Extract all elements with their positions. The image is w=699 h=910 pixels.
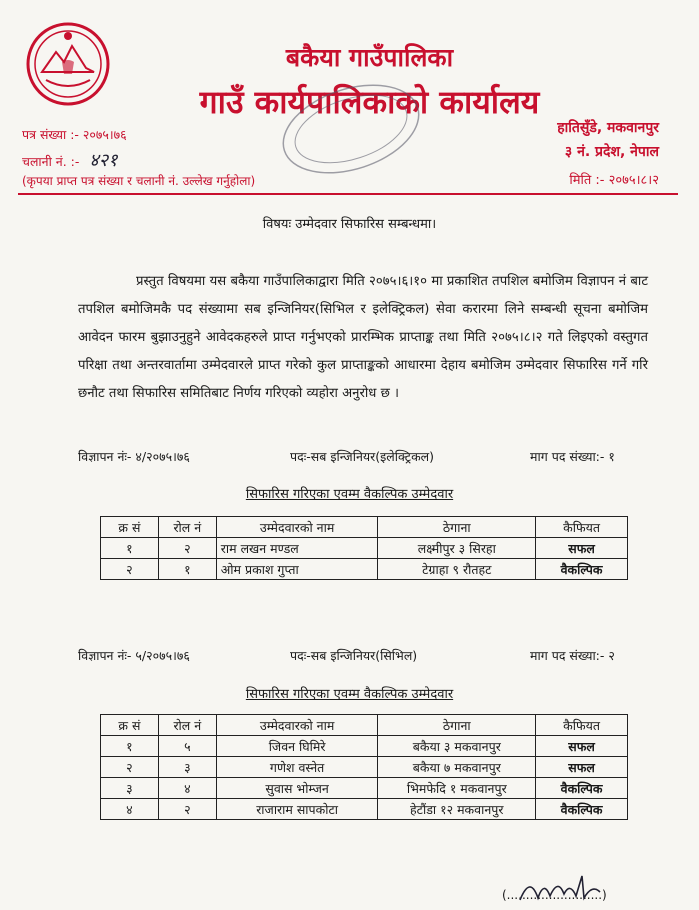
cell-roll: ३ [158, 757, 216, 778]
cell-serial: १ [101, 538, 159, 559]
letter-date: मिति :- २०७५।८।२ [569, 173, 659, 188]
office-stamp [276, 84, 426, 174]
cell-roll: ४ [158, 778, 216, 799]
dispatch-number-handwritten: ४२१ [89, 150, 118, 171]
candidates-table-1 [100, 516, 628, 580]
cell-serial: २ [101, 757, 159, 778]
cell-name: राम लखन मण्डल [216, 538, 378, 559]
cell-roll: २ [158, 538, 216, 559]
col-remarks: कैफियत [536, 517, 628, 538]
col-remarks: कैफियत [536, 715, 628, 736]
col-address: ठेगाना [378, 715, 536, 736]
col-name: उम्मेदवारको नाम [216, 517, 378, 538]
cell-serial: २ [101, 559, 159, 580]
advertisement-number: विज्ञापन नंः- ४/२०७५।७६ [78, 449, 190, 464]
cell-serial: १ [101, 736, 159, 757]
demand-count: माग पद संख्या:- २ [530, 648, 615, 663]
advertisement-1-info [78, 448, 638, 466]
cell-address: बकैया ७ मकवानपुर [378, 757, 536, 778]
col-name: उम्मेदवारको नाम [216, 715, 378, 736]
post-name: पदः-सब इन्जिनियर(सिभिल) [290, 648, 418, 663]
handwritten-signature [510, 870, 630, 906]
body-paragraph: प्रस्तुत विषयमा यस बकैया गाउँपालिकाद्वारा मिति २०७५।६।१० मा प्रकाशित तपशिल बमोजिम विज्ञापन नं बाट तपशिल बमोजिमकै पद संख्यामा सब इन्जिनियर(सिभिल र इलेक्ट्रिकल) सेवा करारमा लिने सम्बन्धी सूचना बमोजिम आवेदन फारम बुझाउनुहुने आवेदकहरुले प्राप्त गर्नुभएको प्रारम्भिक प्राप्ताङ्क तथा मिति २०७५।८।२ गते लिइएको वस्तुगत परिक्षा तथा अन्तरवार्तामा उम्मेदवारले प्राप्त गरेको कुल प्राप्ताङ्कको आधारमा देहाय बमोजिम उम्मेदवार सिफारिस गर्ने गरि छनौट तथा सिफारिस समितिबाट निर्णय गरिएको व्यहोरा अनुरोध छ । [78, 274, 648, 401]
advertisement-2-info [78, 647, 638, 665]
address-line-2: ३ नं. प्रदेश, नेपाल [564, 144, 659, 160]
table-1-title: सिफारिस गरिएका एवम्म वैकल्पिक उम्मेदवार [245, 487, 454, 502]
cell-address: भिमफेदि १ मकवानपुर [378, 778, 536, 799]
table-2-title: सिफारिस गरिएका एवम्म वैकल्पिक उम्मेदवार [245, 687, 454, 702]
cell-remarks: सफल [536, 538, 628, 559]
cell-remarks: वैकल्पिक [536, 799, 628, 820]
cell-remarks: सफल [536, 736, 628, 757]
municipality-name: बकैया गाउँपालिका [285, 43, 454, 72]
col-address: ठेगाना [378, 517, 536, 538]
office-name: गाउँ कार्यपालिकाको कार्यालय [199, 83, 540, 121]
cell-remarks: वैकल्पिक [536, 778, 628, 799]
signature-dots: (.........................) [502, 888, 607, 902]
letter-number: पत्र संख्या :- २०७५।७६ [22, 127, 127, 142]
address-line-1: हातिसुँडे, मकवानपुर [557, 120, 659, 136]
cell-address: लक्ष्मीपुर ३ सिरहा [378, 538, 536, 559]
table-header-row [101, 517, 628, 538]
demand-count: माग पद संख्या:- १ [530, 449, 615, 464]
cell-roll: १ [158, 559, 216, 580]
cell-name: गणेश वस्नेत [216, 757, 378, 778]
table-row [101, 538, 628, 559]
subject-line: विषयः उम्मेदवार सिफारिस सम्बन्धमा। [262, 217, 437, 232]
reference-note: (कृपया प्राप्त पत्र संख्या र चलानी नं. उल्लेख गर्नुहोला) [22, 174, 256, 188]
dispatch-number-row [22, 148, 117, 172]
cell-roll: ५ [158, 736, 216, 757]
dispatch-number-label: चलानी नं. :- [22, 154, 80, 169]
table-header-row [101, 715, 628, 736]
cell-name: ओम प्रकाश गुप्ता [216, 559, 378, 580]
cell-address: टेग्राहा ९ रौतहट [378, 559, 536, 580]
cell-name: जिवन घिमिरे [216, 736, 378, 757]
col-serial: क्र सं [101, 715, 159, 736]
cell-remarks: सफल [536, 757, 628, 778]
table-row [101, 559, 628, 580]
col-roll: रोल नं [158, 517, 216, 538]
cell-remarks: वैकल्पिक [536, 559, 628, 580]
col-serial: क्र सं [101, 517, 159, 538]
advertisement-number: विज्ञापन नंः- ५/२०७५।७६ [78, 648, 190, 663]
cell-serial: ४ [101, 799, 159, 820]
candidates-table-2 [100, 714, 628, 820]
cell-address: बकैया ३ मकवानपुर [378, 736, 536, 757]
cell-name: राजाराम सापकोटा [216, 799, 378, 820]
table-row [101, 736, 628, 757]
cell-address: हेटौंडा १२ मकवानपुर [378, 799, 536, 820]
table-row [101, 799, 628, 820]
cell-roll: २ [158, 799, 216, 820]
cell-name: सुवास भोम्जन [216, 778, 378, 799]
table-row [101, 757, 628, 778]
cell-serial: ३ [101, 778, 159, 799]
header-divider [18, 193, 678, 195]
table-row [101, 778, 628, 799]
post-name: पदः-सब इन्जिनियर(इलेक्ट्रिकल) [290, 449, 435, 464]
col-roll: रोल नं [158, 715, 216, 736]
